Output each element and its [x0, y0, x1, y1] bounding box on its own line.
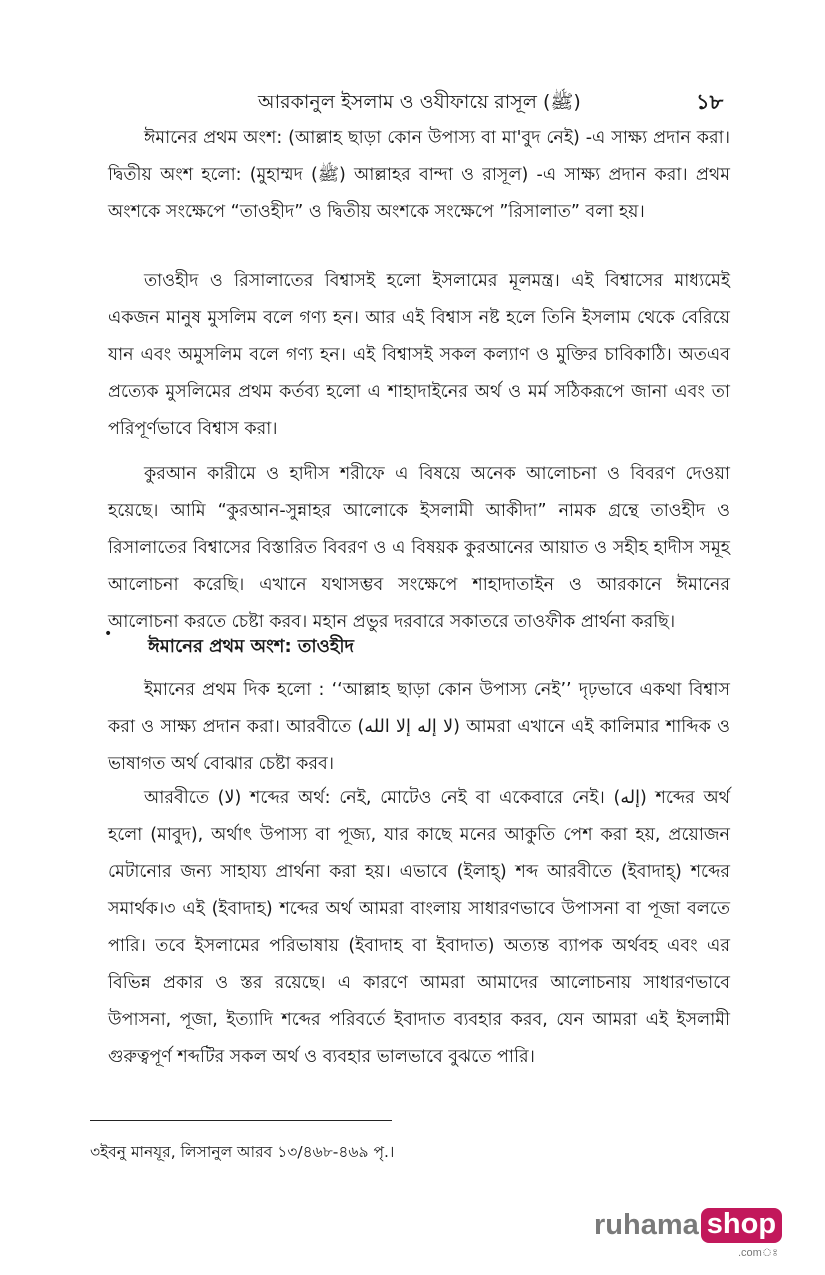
paragraph-1: ঈমানের প্রথম অংশ: (আল্লাহ ছাড়া কোন উপাস্য বা মা'বুদ নেই) -এ সাক্ষ্য প্রদান করা। দ্বিতীয় অংশ হলো: (মুহাম্মদ (ﷺ) আল্লাহর বান্দা ও রাসূল) -এ সাক্ষ্য প্রদান করা। প্রথম অংশকে সংক্ষেপে “তাওহীদ” ও দ্বিতীয় অংশকে সংক্ষেপে ”রিসালাত” বলা হয়। [108, 128, 730, 222]
running-header-title: আরকানুল ইসলাম ও ওযীফায়ে রাসূল (ﷺ) [258, 91, 581, 113]
section-paragraph-1: ইমানের প্রথম দিক হলো : ‘‘আল্লাহ ছাড়া কোন উপাস্য নেই’’ দৃঢ়ভাবে একথা বিশ্বাস করা ও সাক্ষ্য প্রদান করা। আরবীতে (لا إله إلا الله) আমরা এখানে এই কালিমার শাব্দিক ও ভাষাগত অর্থ বোঝার চেষ্টা করব। [108, 680, 730, 774]
page-number: ১৮ [696, 90, 724, 114]
stray-dot: • [104, 626, 113, 642]
paragraph-2: তাওহীদ ও রিসালাতের বিশ্বাসই হলো ইসলামের মূলমন্ত্র। এই বিশ্বাসের মাধ্যমেই একজন মানুষ মুসলিম বলে গণ্য হন। আর এই বিশ্বাস নষ্ট হলে তিনি ইসলাম থেকে বেরিয়ে যান এবং অমুসলিম বলে গণ্য হন। এই বিশ্বাসই সকল কল্যাণ ও মুক্তির চাবিকাঠি। অতএব প্রত্যেক মুসলিমের প্রথম কর্তব্য হলো এ শাহাদাইনের অর্থ ও মর্ম সঠিকরূপে জানা এবং তা পরিপূর্ণভাবে বিশ্বাস করা। [108, 271, 730, 439]
section-heading: ঈমানের প্রথম অংশ: তাওহীদ [148, 636, 354, 657]
watermark-logo [594, 1208, 782, 1243]
watermark-text-part2: shop [701, 1208, 782, 1243]
watermark-text-part1: ruhama [594, 1209, 699, 1241]
footnote: ৩ইবনু মানযূর, লিসানুল আরব ১৩/৪৬৮-৪৬৯ পৃ.। [90, 1143, 395, 1161]
section-paragraph-2: আরবীতে (لا) শব্দের অর্থ: নেই, মোটেও নেই বা একেবারে নেই। (إله) শব্দের অর্থ হলো (মাবুদ), অর্থাৎ উপাস্য বা পূজ্য, যার কাছে মনের আকুতি পেশ করা হয়, প্রয়োজন মেটানোর জন্য সাহায্য প্রার্থনা করা হয়। এভাবে (ইলাহ্) শব্দ আরবীতে (ইবাদাহ্) শব্দের সমার্থক।৩ এই (ইবাদাহ) শব্দের অর্থ আমরা বাংলায় সাধারণভাবে উপাসনা বা পূজা বলতে পারি। তবে ইসলামের পরিভাষায় (ইবাদাহ বা ইবাদাত) অত্যন্ত ব্যাপক অর্থবহ এবং এর বিভিন্ন প্রকার ও স্তর রয়েছে। এ কারণে আমরা আমাদের আলোচনায় সাধারণভাবে উপাসনা, পূজা, ইত্যাদি শব্দের পরিবর্তে ইবাদাত ব্যবহার করব, যেন আমরা এই ইসলামী গুরুত্বপূর্ণ শব্দটির সকল অর্থ ও ব্যবহার ভালভাবে বুঝতে পারি। [108, 788, 731, 1067]
watermark-subtext: .comঃ [738, 1247, 779, 1259]
footnote-divider [90, 1120, 392, 1121]
paragraph-3: কুরআন কারীমে ও হাদীস শরীফে এ বিষয়ে অনেক আলোচনা ও বিবরণ দেওয়া হয়েছে। আমি “কুরআন-সুন্নাহর আলোকে ইসলামী আকীদা” নামক গ্রন্থে তাওহীদ ও রিসালাতের বিশ্বাসের বিস্তারিত বিবরণ ও এ বিষয়ক কুরআনের আয়াত ও সহীহ হাদীস সমূহ আলোচনা করেছি। এখানে যথাসম্ভব সংক্ষেপে শাহাদাতাইন ও আরকানে ঈমানের আলোচনা করতে চেষ্টা করব। মহান প্রভুর দরবারে সকাতরে তাওফীক প্রার্থনা করছি। [108, 464, 730, 632]
